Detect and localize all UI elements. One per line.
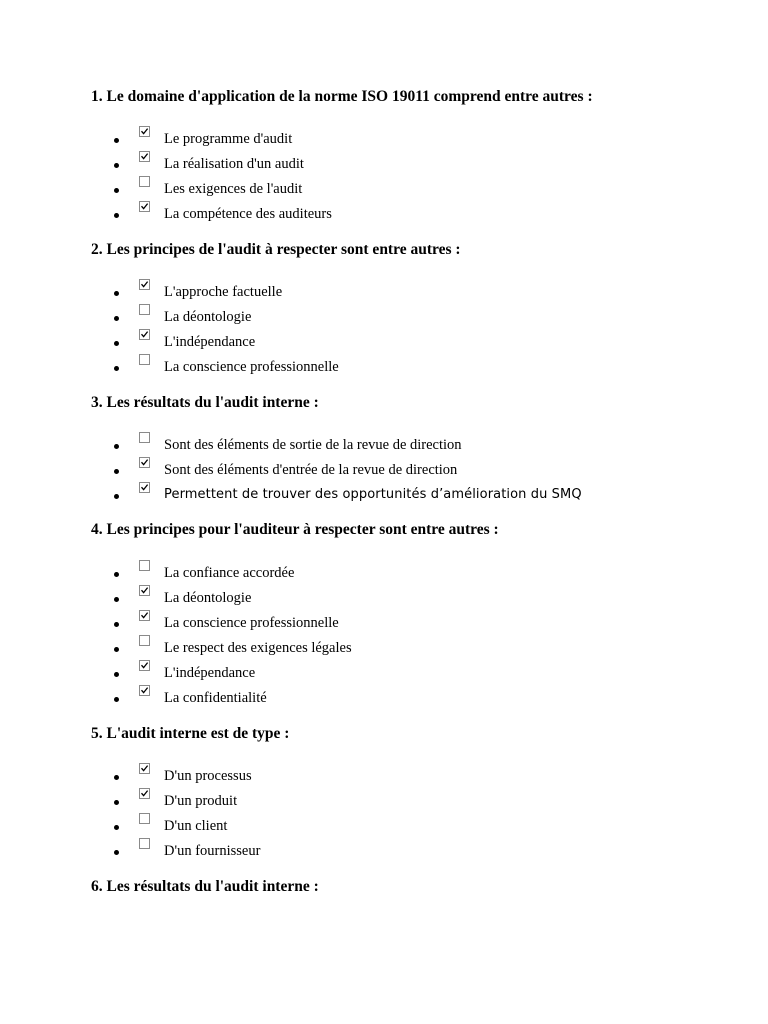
question-2-option-3 bbox=[91, 333, 751, 353]
checkbox[interactable] bbox=[139, 126, 150, 137]
bullet bbox=[114, 138, 119, 143]
question-1-option-3 bbox=[91, 180, 751, 200]
question-4-option-5 bbox=[91, 664, 751, 684]
bullet bbox=[114, 188, 119, 193]
checkbox[interactable] bbox=[139, 329, 150, 340]
checkbox[interactable] bbox=[139, 354, 150, 365]
checkmark-icon bbox=[140, 789, 149, 798]
checkbox[interactable] bbox=[139, 788, 150, 799]
bullet bbox=[114, 850, 119, 855]
question-3-option-1 bbox=[91, 436, 751, 456]
checkmark-icon bbox=[140, 483, 149, 492]
question-1-option-4 bbox=[91, 205, 751, 225]
checkbox[interactable] bbox=[139, 151, 150, 162]
option-label: La déontologie bbox=[164, 309, 252, 325]
bullet bbox=[114, 697, 119, 702]
question-4-option-4 bbox=[91, 639, 751, 659]
option-label: Le programme d'audit bbox=[164, 131, 293, 147]
checkmark-icon bbox=[140, 764, 149, 773]
bullet bbox=[114, 672, 119, 677]
bullet bbox=[114, 647, 119, 652]
checkbox[interactable] bbox=[139, 635, 150, 646]
question-4-option-3 bbox=[91, 614, 751, 634]
bullet bbox=[114, 163, 119, 168]
checkmark-icon bbox=[140, 686, 149, 695]
option-label: La conscience professionnelle bbox=[164, 359, 339, 375]
option-label: D'un processus bbox=[164, 768, 252, 784]
question-2-option-1 bbox=[91, 283, 751, 303]
option-label: La conscience professionnelle bbox=[164, 615, 339, 631]
bullet bbox=[114, 775, 119, 780]
checkbox[interactable] bbox=[139, 176, 150, 187]
option-label: Permettent de trouver des opportunités d’amélioration du SMQ bbox=[164, 487, 582, 502]
checkmark-icon bbox=[140, 127, 149, 136]
option-label: La confidentialité bbox=[164, 690, 267, 706]
question-2-option-2 bbox=[91, 308, 751, 328]
question-2-title: 2. Les principes de l'audit à respecter sont entre autres : bbox=[91, 241, 461, 258]
checkbox[interactable] bbox=[139, 660, 150, 671]
question-5-option-4 bbox=[91, 842, 751, 862]
checkbox[interactable] bbox=[139, 560, 150, 571]
checkmark-icon bbox=[140, 611, 149, 620]
checkbox[interactable] bbox=[139, 610, 150, 621]
option-label: D'un client bbox=[164, 818, 228, 834]
option-label: D'un fournisseur bbox=[164, 843, 261, 859]
option-label: Les exigences de l'audit bbox=[164, 181, 303, 197]
bullet bbox=[114, 597, 119, 602]
question-5-title: 5. L'audit interne est de type : bbox=[91, 725, 290, 742]
option-label: La compétence des auditeurs bbox=[164, 206, 332, 222]
checkbox[interactable] bbox=[139, 304, 150, 315]
option-label: L'indépendance bbox=[164, 665, 256, 681]
question-3-option-2 bbox=[91, 461, 751, 481]
question-4-option-1 bbox=[91, 564, 751, 584]
question-4-option-2 bbox=[91, 589, 751, 609]
question-4-option-6 bbox=[91, 689, 751, 709]
bullet bbox=[114, 572, 119, 577]
bullet bbox=[114, 494, 119, 499]
option-label: Sont des éléments d'entrée de la revue de direction bbox=[164, 462, 458, 478]
checkbox[interactable] bbox=[139, 838, 150, 849]
question-1-title: 1. Le domaine d'application de la norme ISO 19011 comprend entre autres : bbox=[91, 88, 593, 105]
option-label: D'un produit bbox=[164, 793, 238, 809]
bullet bbox=[114, 469, 119, 474]
bullet bbox=[114, 825, 119, 830]
checkmark-icon bbox=[140, 586, 149, 595]
bullet bbox=[114, 800, 119, 805]
question-4-title: 4. Les principes pour l'auditeur à respecter sont entre autres : bbox=[91, 521, 499, 538]
checkmark-icon bbox=[140, 202, 149, 211]
question-3-option-3 bbox=[91, 486, 751, 506]
question-5-option-3 bbox=[91, 817, 751, 837]
checkmark-icon bbox=[140, 280, 149, 289]
bullet bbox=[114, 316, 119, 321]
option-label: Le respect des exigences légales bbox=[164, 640, 352, 656]
checkmark-icon bbox=[140, 152, 149, 161]
question-6-title: 6. Les résultats du l'audit interne : bbox=[91, 878, 319, 895]
bullet bbox=[114, 341, 119, 346]
checkmark-icon bbox=[140, 661, 149, 670]
question-1-option-2 bbox=[91, 155, 751, 175]
checkbox[interactable] bbox=[139, 585, 150, 596]
checkmark-icon bbox=[140, 330, 149, 339]
bullet bbox=[114, 213, 119, 218]
checkbox[interactable] bbox=[139, 457, 150, 468]
bullet bbox=[114, 366, 119, 371]
checkbox[interactable] bbox=[139, 763, 150, 774]
checkbox[interactable] bbox=[139, 279, 150, 290]
option-label: L'indépendance bbox=[164, 334, 256, 350]
checkbox[interactable] bbox=[139, 201, 150, 212]
question-5-option-1 bbox=[91, 767, 751, 787]
checkbox[interactable] bbox=[139, 813, 150, 824]
checkbox[interactable] bbox=[139, 482, 150, 493]
checkmark-icon bbox=[140, 458, 149, 467]
bullet bbox=[114, 444, 119, 449]
question-1-option-1 bbox=[91, 130, 751, 150]
bullet bbox=[114, 622, 119, 627]
option-label: La déontologie bbox=[164, 590, 252, 606]
question-2-option-4 bbox=[91, 358, 751, 378]
question-3-title: 3. Les résultats du l'audit interne : bbox=[91, 394, 319, 411]
checkbox[interactable] bbox=[139, 432, 150, 443]
option-label: La confiance accordée bbox=[164, 565, 295, 581]
option-label: La réalisation d'un audit bbox=[164, 156, 304, 172]
option-label: L'approche factuelle bbox=[164, 284, 283, 300]
option-label: Sont des éléments de sortie de la revue de direction bbox=[164, 437, 462, 453]
bullet bbox=[114, 291, 119, 296]
checkbox[interactable] bbox=[139, 685, 150, 696]
question-5-option-2 bbox=[91, 792, 751, 812]
